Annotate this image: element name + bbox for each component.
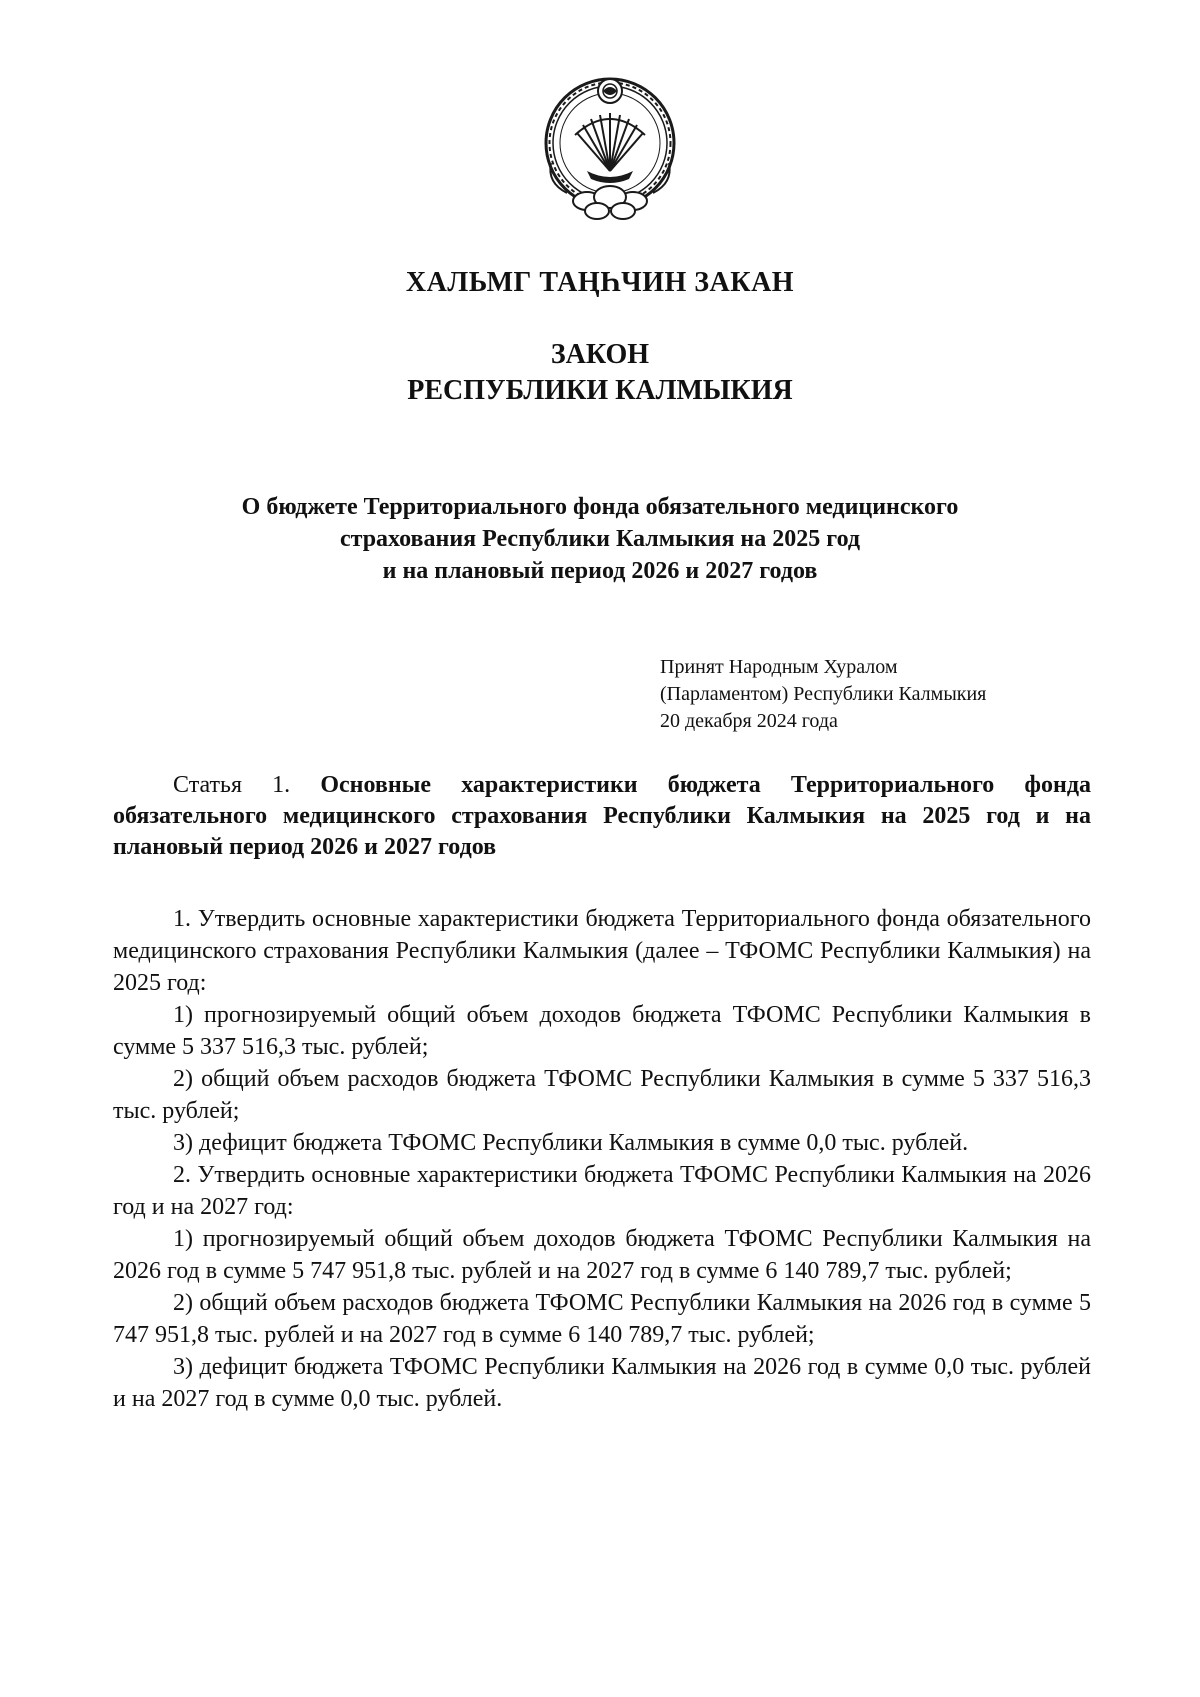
header-law-line2: РЕСПУБЛИКИ КАЛМЫКИЯ bbox=[407, 375, 793, 406]
header-title-kalmyk: ХАЛЬМГ ТАҢҺЧИН ЗАКАН bbox=[405, 267, 795, 298]
adoption-line1: Принят Народным Хуралом bbox=[660, 656, 898, 678]
article-heading bbox=[113, 770, 1091, 863]
header-law-title bbox=[0, 337, 1200, 409]
emblem-icon bbox=[537, 73, 683, 225]
document-title-line3: и на плановый период 2026 и 2027 годов bbox=[382, 558, 818, 584]
document-title-line2: страхования Республики Калмыкия на 2025 год bbox=[339, 526, 861, 552]
adoption-line3: 20 декабря 2024 года bbox=[660, 710, 838, 732]
article-body bbox=[113, 903, 1091, 1415]
paragraph: 1) прогнозируемый общий объем доходов бюджета ТФОМС Республики Калмыкия на 2026 год в сумме 5 747 951,8 тыс. рублей и на 2027 год в сумме 6 140 789,7 тыс. рублей; bbox=[113, 1226, 1091, 1284]
adoption-line2: (Парламентом) Республики Калмыкия bbox=[660, 683, 987, 705]
paragraph: 2. Утвердить основные характеристики бюджета ТФОМС Республики Калмыкия на 2026 год и на 2027 год: bbox=[113, 1162, 1091, 1220]
paragraph: 1) прогнозируемый общий объем доходов бюджета ТФОМС Республики Калмыкия в сумме 5 337 516,3 тыс. рублей; bbox=[113, 1002, 1091, 1060]
paragraph: 3) дефицит бюджета ТФОМС Республики Калмыкия на 2026 год в сумме 0,0 тыс. рублей и на 2027 год в сумме 0,0 тыс. рублей. bbox=[113, 1354, 1091, 1412]
coat-of-arms-emblem bbox=[537, 73, 683, 225]
paragraph: 2) общий объем расходов бюджета ТФОМС Республики Калмыкия в сумме 5 337 516,3 тыс. рублей; bbox=[113, 1066, 1091, 1124]
paragraph: 2) общий объем расходов бюджета ТФОМС Республики Калмыкия на 2026 год в сумме 5 747 951,8 тыс. рублей и на 2027 год в сумме 6 140 789,7 тыс. рублей; bbox=[113, 1290, 1091, 1348]
paragraph: 3) дефицит бюджета ТФОМС Республики Калмыкия в сумме 0,0 тыс. рублей. bbox=[173, 1130, 969, 1156]
document-title-line1: О бюджете Территориального фонда обязательного медицинского bbox=[241, 494, 959, 520]
adoption-note bbox=[660, 654, 986, 735]
article-title: Основные характеристики бюджета Территориального фонда обязательного медицинского страхования Республики Калмыкия на 2025 год и на плановый период 2026 и 2027 годов bbox=[113, 772, 1091, 860]
paragraph: 1. Утвердить основные характеристики бюджета Территориального фонда обязательного медицинского страхования Республики Калмыкия (далее – ТФОМС Республики Калмыкия) на 2025 год: bbox=[113, 906, 1091, 996]
article-label: Статья 1. bbox=[173, 772, 291, 798]
header-law-line1: ЗАКОН bbox=[550, 339, 650, 370]
document-title bbox=[120, 491, 1080, 587]
